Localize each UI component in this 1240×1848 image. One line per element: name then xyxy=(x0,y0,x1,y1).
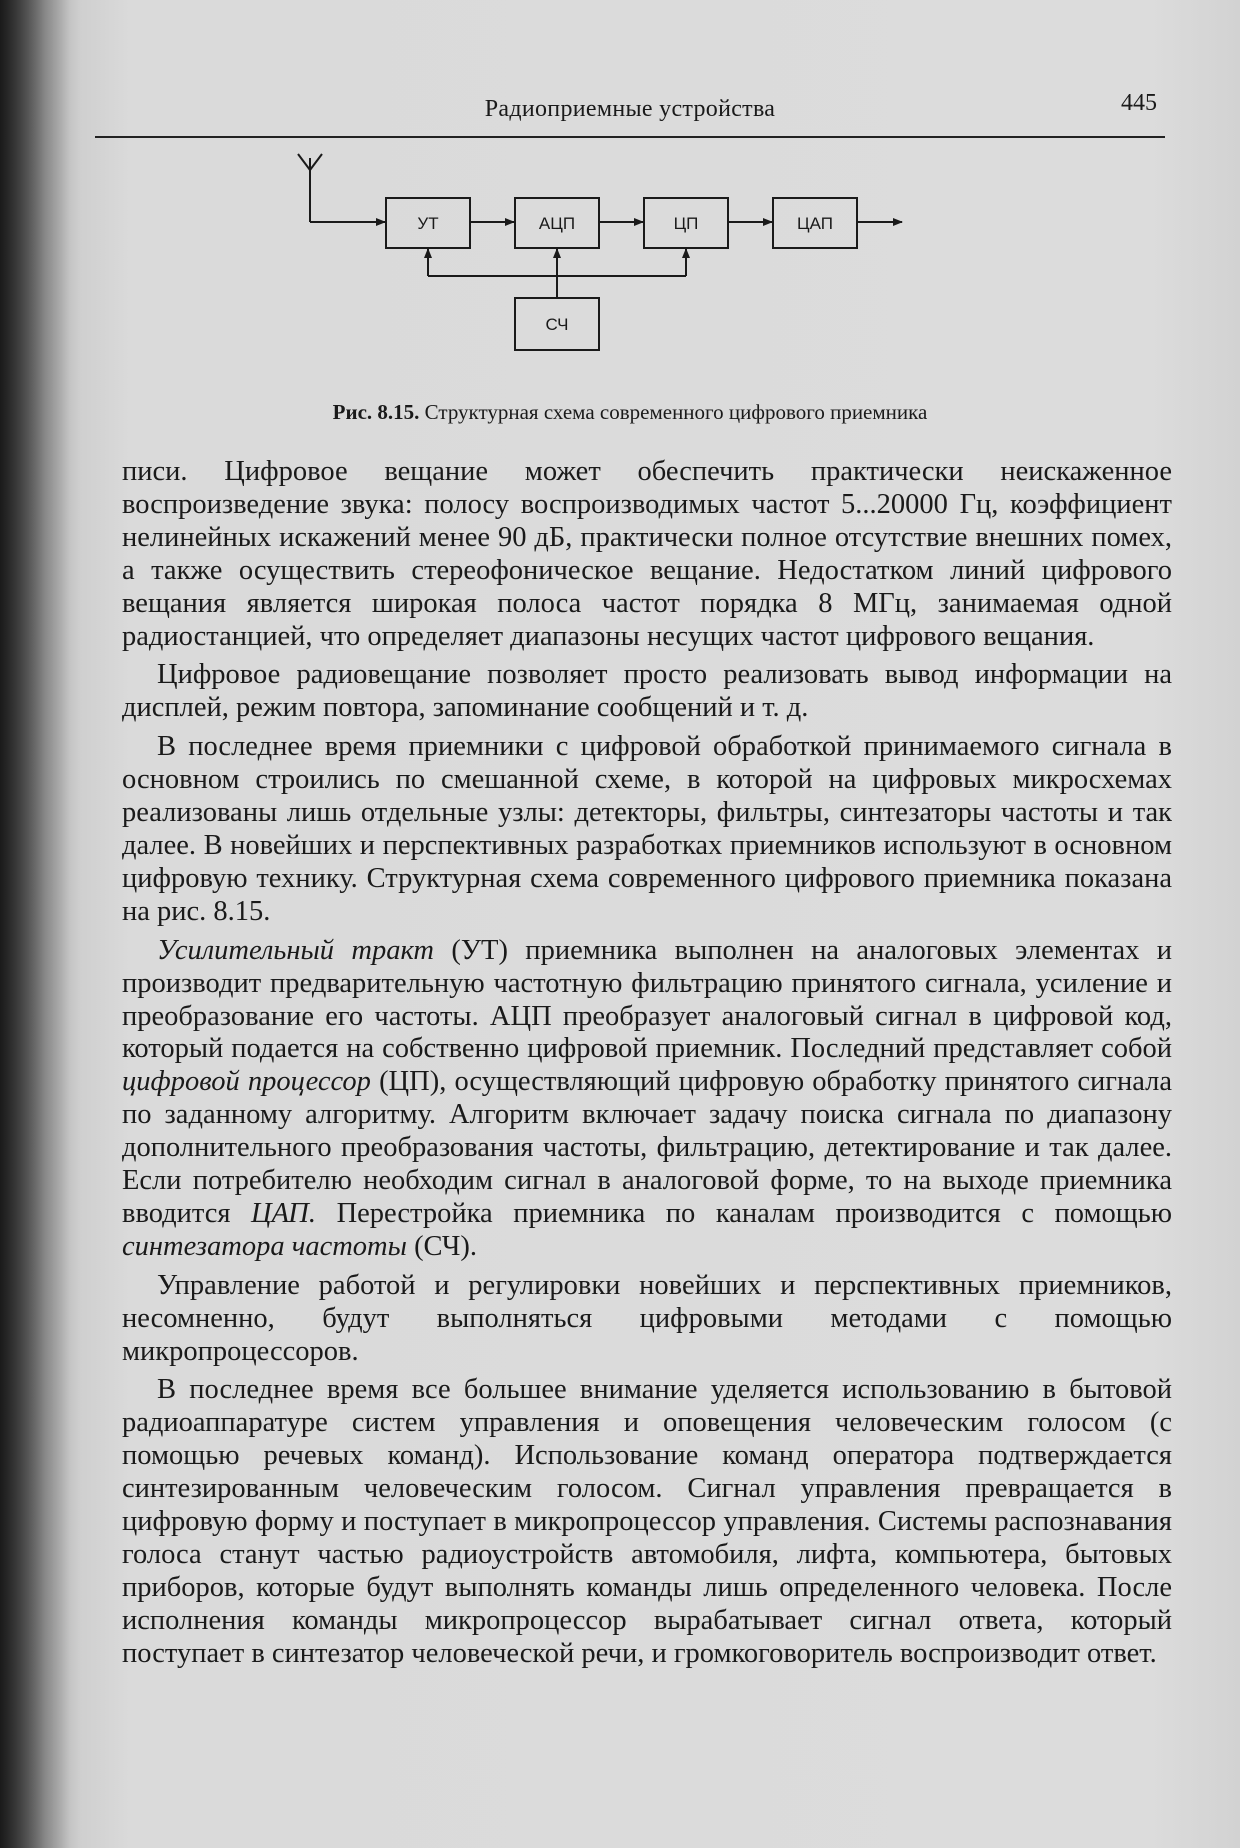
block-sch xyxy=(515,298,599,350)
paragraph: Управление работой и регулировки новейших и перспективных приемников, несомненно, будут выполняться цифровыми методами с помощью микропроцессоров. xyxy=(122,1269,1172,1367)
block-adc xyxy=(515,198,599,248)
figure-caption xyxy=(95,400,1165,425)
paragraph: писи. Цифровое вещание может обеспечить практически неискаженное воспроизведение звука: полосу воспроизводимых частот 5...20000 Гц, коэффициент нелинейных искажений менее 90 дБ, практически полное отсутствие внешних помех, а также осуществить стереофоническое вещание. Недостатком линий цифрового вещания является широкая полоса частот порядка 8 МГц, занимаемая одной радиостанцией, что определяет диапазоны несущих частот цифрового вещания. xyxy=(122,456,1172,652)
block-adc-label: АЦП xyxy=(538,214,576,233)
caption-text: Структурная схема современного цифрового приемника xyxy=(424,400,928,424)
block-cp xyxy=(644,198,728,248)
antenna-icon xyxy=(298,154,322,222)
page-number: 445 xyxy=(1121,90,1157,116)
paragraph: В последнее время все большее внимание уделяется использованию в бытовой радиоаппаратуре систем управления и оповещения человеческим голосом (с помощью речевых команд). Использование команд оператора подтверждается синтезированным человеческим голосом. Сигнал управления превращается в цифровую форму и поступает в микропроцессор управления. Системы распознавания голоса станут частью радиоустройств автомобиля, лифта, компьютера, бытовых приборов, которые будут выполнять команды лишь определенного человека. После исполнения команды микропроцессор вырабатывает сигнал ответа, который поступает в синтезатор человеческой речи, и громкоговоритель воспроизводит ответ. xyxy=(122,1374,1172,1669)
paragraph: Цифровое радиовещание позволяет просто реализовать вывод информации на дисплей, режим повтора, запоминание сообщений и т. д. xyxy=(122,659,1172,724)
term-frequency-synthesizer: синтезатора частоты xyxy=(122,1230,407,1262)
block-sch-label: СЧ xyxy=(545,315,569,334)
caption-label: Рис. 8.15. xyxy=(332,400,420,424)
paragraph-text: (ЦП), осуществляющий цифровую обработку принятого сигнала по заданному алгоритму. Алгоритм включает задачу поиска сигнала по диапазону дополнительного преобразования частоты, фильтрацию, детектирование и так далее. Если потребителю необходим сигнал в аналоговой форме, то на выходе приемника вводится xyxy=(122,1066,1172,1229)
block-dac xyxy=(773,198,857,248)
paragraph-text: (УТ) приемника выполнен на аналоговых элементах и производит предварительную частотную фильтрацию принятого сигнала, усиление и преобразование его частоты. АЦП преобразует аналоговый сигнал в цифровой код, который подается на собственно цифровой приемник. Последний представляет собой xyxy=(122,934,1172,1065)
block-diagram xyxy=(290,150,1010,380)
paragraph-text: Перестройка приемника по каналам производится с помощью xyxy=(316,1197,1172,1229)
page-header xyxy=(95,84,1165,138)
term-digital-processor: цифровой процессор xyxy=(122,1066,371,1098)
spine-shadow xyxy=(0,0,70,1848)
running-title: Радиоприемные устройства xyxy=(484,96,776,122)
block-cp-label: ЦП xyxy=(673,214,699,233)
block-diagram-svg xyxy=(290,150,1010,380)
block-ut xyxy=(386,198,470,248)
block-dac-label: ЦАП xyxy=(797,214,833,233)
body-text xyxy=(122,456,1172,1671)
paragraph-text: (СЧ). xyxy=(406,1230,477,1262)
term-dac: ЦАП. xyxy=(251,1197,317,1229)
block-ut-label: УТ xyxy=(417,214,439,233)
term-amplifier-path: Усилительный тракт xyxy=(157,934,435,966)
paragraph xyxy=(122,935,1172,1264)
paragraph: В последнее время приемники с цифровой обработкой принимаемого сигнала в основном строились по смешанной схеме, в которой на цифровых микросхемах реализованы лишь отдельные узлы: детекторы, фильтры, синтезаторы частоты и так далее. В новейших и перспективных разработках приемников используют в основном цифровую технику. Структурная схема современного цифрового приемника показана на рис. 8.15. xyxy=(122,731,1172,927)
sch-feedback-lines xyxy=(428,249,686,298)
